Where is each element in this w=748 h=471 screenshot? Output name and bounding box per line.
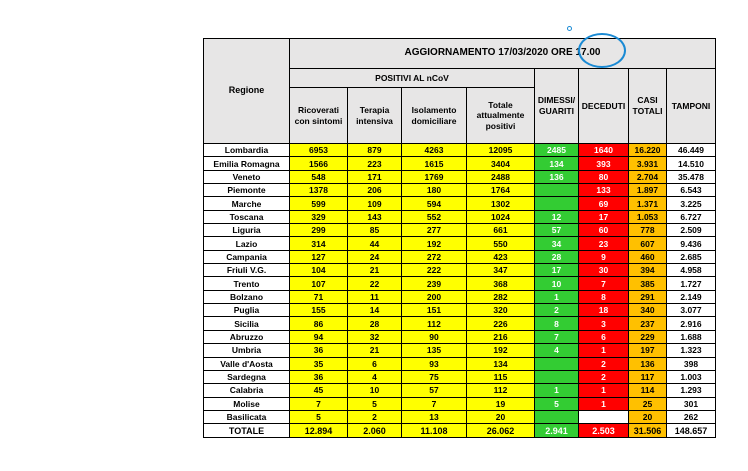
terapia-cell: 22 — [348, 277, 402, 290]
dimessi-cell: 5 — [535, 397, 579, 410]
isolamento-cell: 93 — [402, 357, 467, 370]
dimessi-cell: 7 — [535, 330, 579, 343]
casi-totali-cell: 460 — [629, 250, 667, 263]
dimessi-cell: 136 — [535, 170, 579, 183]
terapia-cell: 85 — [348, 224, 402, 237]
dimessi-cell: 4 — [535, 344, 579, 357]
casi-totali-cell: 291 — [629, 290, 667, 303]
region-name: Campania — [204, 250, 290, 263]
table-row — [204, 237, 716, 250]
tamponi-cell: 1.003 — [667, 370, 716, 383]
totals-ricoverati: 12.894 — [290, 424, 348, 438]
table-row — [204, 317, 716, 330]
tamponi-cell: 6.543 — [667, 184, 716, 197]
tamponi-cell: 2.685 — [667, 250, 716, 263]
terapia-cell: 206 — [348, 184, 402, 197]
totals-isolamento: 11.108 — [402, 424, 467, 438]
isolamento-cell: 135 — [402, 344, 467, 357]
dimessi-cell — [535, 410, 579, 423]
table-row — [204, 210, 716, 223]
tamponi-header: TAMPONI — [667, 69, 716, 144]
totale-positivi-cell: 661 — [467, 224, 535, 237]
ricoverati-cell: 7 — [290, 397, 348, 410]
terapia-cell: 109 — [348, 197, 402, 210]
table-row — [204, 304, 716, 317]
table-row — [204, 277, 716, 290]
deceduti-cell: 8 — [579, 290, 629, 303]
table-row — [204, 157, 716, 170]
ricoverati-cell: 107 — [290, 277, 348, 290]
table-row — [204, 224, 716, 237]
deceduti-cell: 23 — [579, 237, 629, 250]
terapia-cell: 6 — [348, 357, 402, 370]
table-row — [204, 264, 716, 277]
isolamento-cell: 200 — [402, 290, 467, 303]
totals-dimessi: 2.941 — [535, 424, 579, 438]
region-name: Bolzano — [204, 290, 290, 303]
deceduti-cell: 1640 — [579, 144, 629, 157]
region-name: Marche — [204, 197, 290, 210]
totale-positivi-cell: 12095 — [467, 144, 535, 157]
dimessi-cell — [535, 184, 579, 197]
covid-regional-table — [203, 38, 716, 438]
casi-totali-cell: 340 — [629, 304, 667, 317]
region-name: Emilia Romagna — [204, 157, 290, 170]
region-name: Piemonte — [204, 184, 290, 197]
casi-totali-cell: 229 — [629, 330, 667, 343]
region-name: Basilicata — [204, 410, 290, 423]
ricoverati-cell: 36 — [290, 370, 348, 383]
isolamento-cell: 112 — [402, 317, 467, 330]
tamponi-cell: 262 — [667, 410, 716, 423]
dimessi-cell — [535, 197, 579, 210]
casi-totali-cell: 385 — [629, 277, 667, 290]
terapia-cell: 10 — [348, 384, 402, 397]
ricoverati-cell: 36 — [290, 344, 348, 357]
tamponi-cell: 6.727 — [667, 210, 716, 223]
dimessi-cell: 2 — [535, 304, 579, 317]
totale-positivi-cell: 20 — [467, 410, 535, 423]
casi-totali-cell: 1.371 — [629, 197, 667, 210]
totale-positivi-cell: 347 — [467, 264, 535, 277]
table-row — [204, 290, 716, 303]
table-row — [204, 410, 716, 423]
deceduti-cell: 7 — [579, 277, 629, 290]
ricoverati-cell: 1566 — [290, 157, 348, 170]
region-name: Lombardia — [204, 144, 290, 157]
tamponi-cell: 9.436 — [667, 237, 716, 250]
totals-terapia: 2.060 — [348, 424, 402, 438]
totale-positivi-cell: 320 — [467, 304, 535, 317]
totale-positivi-cell: 1024 — [467, 210, 535, 223]
ricoverati-cell: 6953 — [290, 144, 348, 157]
dimessi-cell: 28 — [535, 250, 579, 263]
ricoverati-cell: 127 — [290, 250, 348, 263]
region-name: Molise — [204, 397, 290, 410]
isolamento-cell: 222 — [402, 264, 467, 277]
region-name: Veneto — [204, 170, 290, 183]
terapia-cell: 879 — [348, 144, 402, 157]
totale-positivi-cell: 1764 — [467, 184, 535, 197]
ricoverati-cell: 548 — [290, 170, 348, 183]
terapia-cell: 171 — [348, 170, 402, 183]
table-row — [204, 397, 716, 410]
totale-positivi-cell: 368 — [467, 277, 535, 290]
terapia-cell: 14 — [348, 304, 402, 317]
annotation-dot — [567, 26, 572, 31]
casi-totali-cell: 117 — [629, 370, 667, 383]
deceduti-cell: 9 — [579, 250, 629, 263]
ricoverati-cell: 155 — [290, 304, 348, 317]
dimessi-header: DIMESSI/ GUARITI — [535, 69, 579, 144]
isolamento-cell: 13 — [402, 410, 467, 423]
dimessi-cell — [535, 370, 579, 383]
ricoverati-cell: 1378 — [290, 184, 348, 197]
deceduti-cell: 2 — [579, 357, 629, 370]
terapia-cell: 21 — [348, 264, 402, 277]
terapia-cell: 223 — [348, 157, 402, 170]
table-row — [204, 250, 716, 263]
deceduti-cell: 6 — [579, 330, 629, 343]
deceduti-cell: 133 — [579, 184, 629, 197]
terapia-cell: 21 — [348, 344, 402, 357]
casi-totali-cell: 2.704 — [629, 170, 667, 183]
ricoverati-cell: 86 — [290, 317, 348, 330]
deceduti-cell: 17 — [579, 210, 629, 223]
ricoverati-cell: 599 — [290, 197, 348, 210]
terapia-cell: 44 — [348, 237, 402, 250]
totals-deceduti: 2.503 — [579, 424, 629, 438]
tamponi-cell: 301 — [667, 397, 716, 410]
casi-totali-cell: 237 — [629, 317, 667, 330]
isolamento-cell: 180 — [402, 184, 467, 197]
totale-positivi-cell: 112 — [467, 384, 535, 397]
dimessi-cell: 134 — [535, 157, 579, 170]
ricoverati-cell: 5 — [290, 410, 348, 423]
deceduti-cell: 30 — [579, 264, 629, 277]
region-header: Regione — [204, 39, 290, 144]
isolamento-cell: 1615 — [402, 157, 467, 170]
casi-totali-cell: 607 — [629, 237, 667, 250]
dimessi-cell: 12 — [535, 210, 579, 223]
casi-totali-header: CASI TOTALI — [629, 69, 667, 144]
totale-positivi-cell: 115 — [467, 370, 535, 383]
terapia-cell: 11 — [348, 290, 402, 303]
tamponi-cell: 2.149 — [667, 290, 716, 303]
region-name: Abruzzo — [204, 330, 290, 343]
deceduti-cell: 18 — [579, 304, 629, 317]
dimessi-cell: 2485 — [535, 144, 579, 157]
totals-row — [204, 424, 716, 438]
terapia-cell: 5 — [348, 397, 402, 410]
isolamento-cell: 272 — [402, 250, 467, 263]
tamponi-cell: 14.510 — [667, 157, 716, 170]
table-row — [204, 370, 716, 383]
terapia-cell: 143 — [348, 210, 402, 223]
totale-positivi-cell: 423 — [467, 250, 535, 263]
isolamento-cell: 552 — [402, 210, 467, 223]
deceduti-cell: 60 — [579, 224, 629, 237]
totale-positivi-cell: 2488 — [467, 170, 535, 183]
tamponi-cell: 1.293 — [667, 384, 716, 397]
casi-totali-cell: 25 — [629, 397, 667, 410]
casi-totali-cell: 3.931 — [629, 157, 667, 170]
casi-totali-cell: 1.053 — [629, 210, 667, 223]
casi-totali-cell: 16.220 — [629, 144, 667, 157]
dimessi-cell: 17 — [535, 264, 579, 277]
isolamento-cell: 151 — [402, 304, 467, 317]
ricoverati-cell: 45 — [290, 384, 348, 397]
totals-positivi: 26.062 — [467, 424, 535, 438]
isolamento-cell: 4263 — [402, 144, 467, 157]
terapia-cell: 32 — [348, 330, 402, 343]
tamponi-cell: 3.077 — [667, 304, 716, 317]
dimessi-cell: 8 — [535, 317, 579, 330]
casi-totali-cell: 197 — [629, 344, 667, 357]
region-name: Umbria — [204, 344, 290, 357]
tamponi-cell: 4.958 — [667, 264, 716, 277]
ricoverati-cell: 35 — [290, 357, 348, 370]
isolamento-cell: 7 — [402, 397, 467, 410]
totale-positivi-cell: 192 — [467, 344, 535, 357]
casi-totali-cell: 114 — [629, 384, 667, 397]
casi-totali-cell: 136 — [629, 357, 667, 370]
update-title: AGGIORNAMENTO 17/03/2020 ORE 17.00 — [290, 39, 716, 69]
table-row — [204, 170, 716, 183]
region-name: Sardegna — [204, 370, 290, 383]
dimessi-cell: 1 — [535, 290, 579, 303]
casi-totali-cell: 20 — [629, 410, 667, 423]
isolamento-cell: 239 — [402, 277, 467, 290]
table-row — [204, 144, 716, 157]
ricoverati-cell: 71 — [290, 290, 348, 303]
region-name: Lazio — [204, 237, 290, 250]
totale-positivi-cell: 19 — [467, 397, 535, 410]
region-name: Valle d'Aosta — [204, 357, 290, 370]
deceduti-cell: 69 — [579, 197, 629, 210]
casi-totali-cell: 394 — [629, 264, 667, 277]
deceduti-cell: 80 — [579, 170, 629, 183]
casi-totali-cell: 1.897 — [629, 184, 667, 197]
tamponi-cell: 46.449 — [667, 144, 716, 157]
totale-positivi-cell: 134 — [467, 357, 535, 370]
terapia-cell: 2 — [348, 410, 402, 423]
table-row — [204, 344, 716, 357]
deceduti-cell: 1 — [579, 344, 629, 357]
dimessi-cell — [535, 357, 579, 370]
ricoverati-cell: 314 — [290, 237, 348, 250]
totale-positivi-header: Totale attualmente positivi — [467, 88, 535, 144]
ricoverati-cell: 299 — [290, 224, 348, 237]
deceduti-cell — [579, 410, 629, 423]
handwritten-circle-annotation — [578, 33, 626, 68]
isolamento-cell: 277 — [402, 224, 467, 237]
totale-positivi-cell: 226 — [467, 317, 535, 330]
isolamento-cell: 90 — [402, 330, 467, 343]
deceduti-cell: 3 — [579, 317, 629, 330]
terapia-header: Terapia intensiva — [348, 88, 402, 144]
casi-totali-cell: 778 — [629, 224, 667, 237]
ricoverati-cell: 94 — [290, 330, 348, 343]
ricoverati-header: Ricoverati con sintomi — [290, 88, 348, 144]
region-name: Toscana — [204, 210, 290, 223]
table-row — [204, 330, 716, 343]
dimessi-cell: 34 — [535, 237, 579, 250]
terapia-cell: 4 — [348, 370, 402, 383]
dimessi-cell: 57 — [535, 224, 579, 237]
ricoverati-cell: 329 — [290, 210, 348, 223]
totale-positivi-cell: 1302 — [467, 197, 535, 210]
table-row — [204, 197, 716, 210]
table-row — [204, 184, 716, 197]
totals-casi: 31.506 — [629, 424, 667, 438]
tamponi-cell: 1.688 — [667, 330, 716, 343]
deceduti-cell: 1 — [579, 397, 629, 410]
isolamento-header: Isolamento domiciliare — [402, 88, 467, 144]
deceduti-cell: 2 — [579, 370, 629, 383]
tamponi-cell: 2.509 — [667, 224, 716, 237]
deceduti-cell: 1 — [579, 384, 629, 397]
totale-positivi-cell: 216 — [467, 330, 535, 343]
totale-positivi-cell: 550 — [467, 237, 535, 250]
deceduti-header: DECEDUTI — [579, 69, 629, 144]
region-name: Puglia — [204, 304, 290, 317]
isolamento-cell: 57 — [402, 384, 467, 397]
table-row — [204, 384, 716, 397]
totals-label: TOTALE — [204, 424, 290, 438]
dimessi-cell: 10 — [535, 277, 579, 290]
tamponi-cell: 398 — [667, 357, 716, 370]
region-name: Calabria — [204, 384, 290, 397]
region-name: Sicilia — [204, 317, 290, 330]
table-body — [204, 144, 716, 424]
dimessi-cell: 1 — [535, 384, 579, 397]
deceduti-cell: 393 — [579, 157, 629, 170]
isolamento-cell: 192 — [402, 237, 467, 250]
totale-positivi-cell: 3404 — [467, 157, 535, 170]
tamponi-cell: 1.323 — [667, 344, 716, 357]
tamponi-cell: 35.478 — [667, 170, 716, 183]
positivi-group-header: POSITIVI AL nCoV — [290, 69, 535, 88]
tamponi-cell: 3.225 — [667, 197, 716, 210]
ricoverati-cell: 104 — [290, 264, 348, 277]
region-name: Liguria — [204, 224, 290, 237]
isolamento-cell: 75 — [402, 370, 467, 383]
tamponi-cell: 1.727 — [667, 277, 716, 290]
totals-tamponi: 148.657 — [667, 424, 716, 438]
table-row — [204, 357, 716, 370]
isolamento-cell: 1769 — [402, 170, 467, 183]
terapia-cell: 28 — [348, 317, 402, 330]
isolamento-cell: 594 — [402, 197, 467, 210]
tamponi-cell: 2.916 — [667, 317, 716, 330]
region-name: Trento — [204, 277, 290, 290]
region-name: Friuli V.G. — [204, 264, 290, 277]
terapia-cell: 24 — [348, 250, 402, 263]
totale-positivi-cell: 282 — [467, 290, 535, 303]
